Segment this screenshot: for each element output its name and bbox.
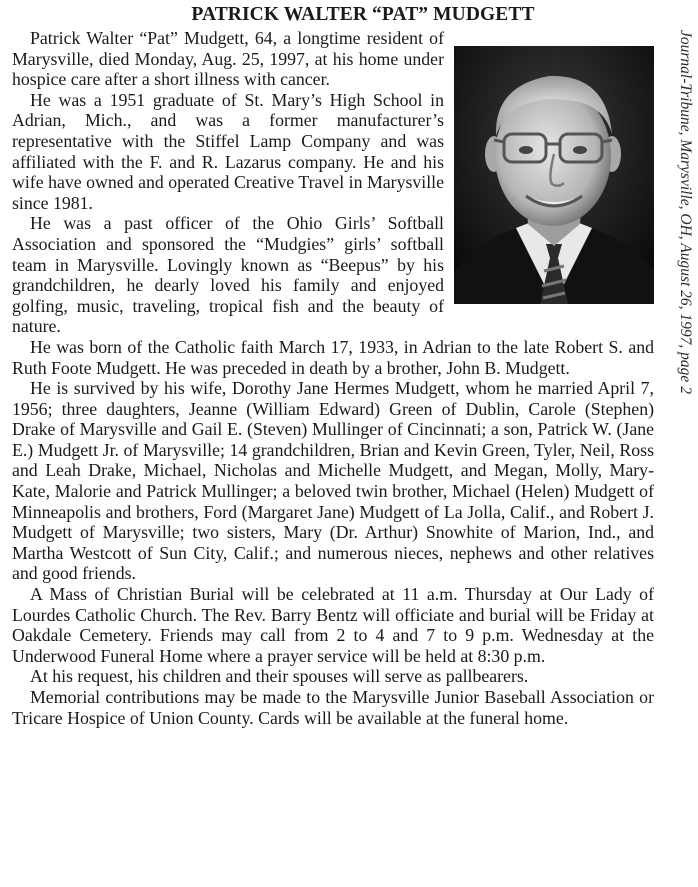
obituary-paragraph: He was a past officer of the Ohio Girls’ Softball Association and sponsored the “Mudgies” girls’ softball team in Marysville. Lovingly known as “Beepus” by his grandchildren, he dearly loved his family and enjoyed golfing, music, traveling, tropical fish and the beauty of nature. [12,213,444,337]
obituary-paragraph: At his request, his children and their spouses will serve as pallbearers. [30,666,529,687]
source-caption [668,6,696,886]
obituary-paragraph: A Mass of Christian Burial will be celebrated at 11 a.m. Thursday at Our Lady of Lourdes Catholic Church. The Rev. Barry Bentz will officiate and burial will be Friday at Oakdale Cemetery. Friends may call from 2 to 4 and 7 to 9 p.m. Wednesday at the Underwood Funeral Home where a prayer service will be held at 8:30 p.m. [12,584,654,666]
obituary-headline: PATRICK WALTER “PAT” MUDGETT [191,4,535,25]
obituary-body [12,28,654,728]
obituary-paragraph: Memorial contributions may be made to the Marysville Junior Baseball Association or Tricare Hospice of Union County. Cards will be available at the funeral home. [12,687,654,728]
obituary-paragraph: He was a 1951 graduate of St. Mary’s High School in Adrian, Mich., and was a former manufacturer’s representative with the Stiffel Lamp Company and was affiliated with the F. and R. Lazarus company. He and his wife have owned and operated Creative Travel in Marysville since 1981. [12,89,444,213]
source-caption-text: Journal-Tribune, Marysville, OH, August 26, 1997, page 2 [677,30,694,394]
portrait-photo-icon [454,46,654,304]
portrait-photo [454,46,654,304]
obituary-paragraph: He was born of the Catholic faith March 17, 1933, in Adrian to the late Robert S. and Ruth Foote Mudgett. He was preceded in death by a brother, John B. Mudgett. [12,336,654,378]
obituary-paragraph: Patrick Walter “Pat” Mudgett, 64, a longtime resident of Marysville, died Monday, Aug. 25, 1997, at his home under hospice care after a short illness with cancer. [12,28,444,90]
obituary-clipping [12,4,654,884]
obituary-paragraph: He is survived by his wife, Dorothy Jane Hermes Mudgett, whom he married April 7, 1956; three daughters, Jeanne (William Edward) Green of Dublin, Carole (Stephen) Drake of Marysville and Gail E. (Steven) Mullinger of Cincinnati; a son, Patrick W. (Jane E.) Mudgett Jr. of Marysville; 14 grandchildren, Brian and Kevin Green, Tyler, Neil, Ross and Leah Drake, Michael, Nicholas and Michelle Mudgett, and Megan, Molly, Mary-Kate, Malorie and Patrick Mullinger; a beloved twin brother, Michael (Helen) Mudgett of Minneapolis and brothers, Ford (Margaret Jane) Mudgett of La Jolla, Calif., and Robert J. Mudgett of Marysville; two sisters, Mary (Dr. Arthur) Snowhite of Marion, Ind., and Martha Westcott of Sun City, Calif.; and numerous nieces, nephews and other relatives and good friends. [12,378,654,584]
